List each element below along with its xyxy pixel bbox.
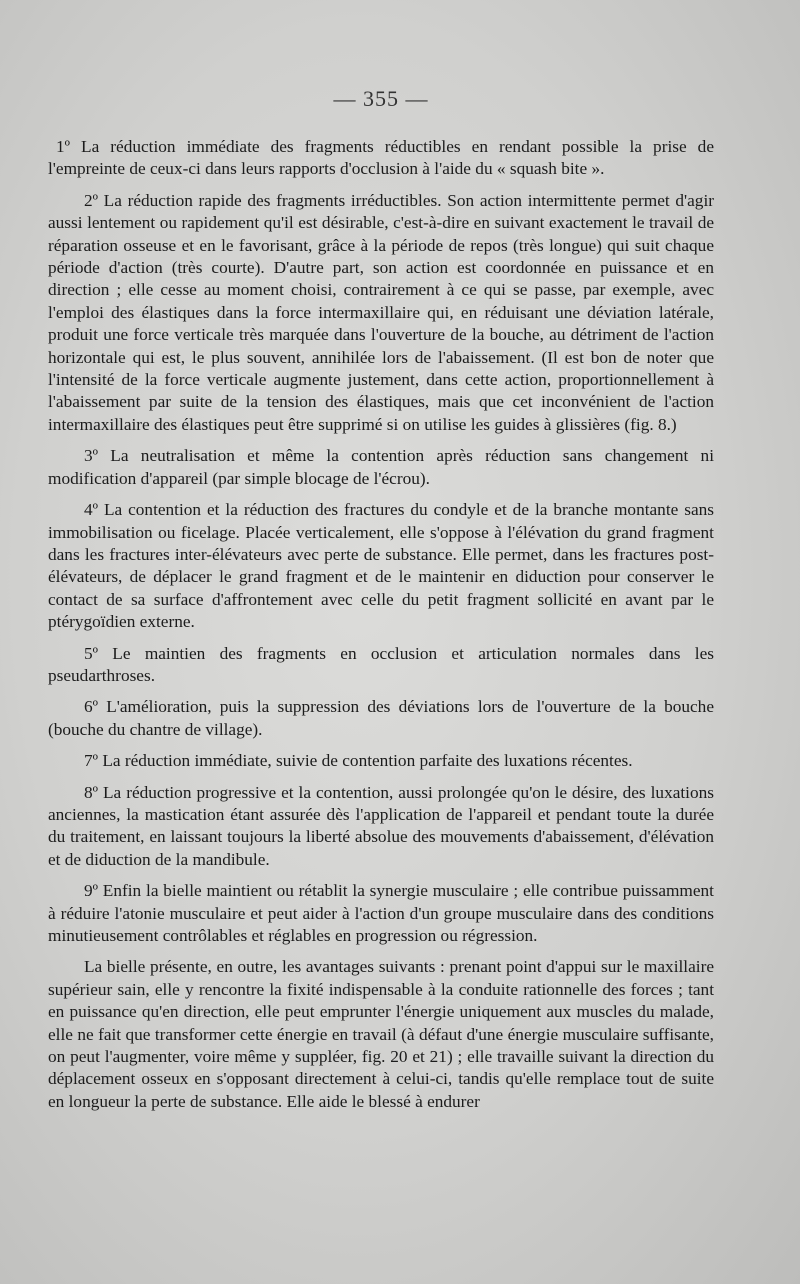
paragraph-2: 2º La réduction rapide des fragments irréductibles. Son action intermittente permet d'agir aussi lentement ou rapidement qu'il est désirable, c'est-à-dire en suivant exactement le travail de réparation osseuse et en le favorisant, grâce à la période de repos (très longue) qui suit chaque période d'action (très courte). D'autre part, son action est coordonnée en puissance et en direction ; elle cesse au moment choisi, contrairement à ce qui se passe, par exemple, avec l'emploi des élastiques dans la force intermaxillaire qui, en réduisant une déviation latérale, produit une force verticale très marquée dans l'ouverture de la bouche, au détriment de l'action horizontale qui est, le plus souvent, annihilée lors de l'abaissement. (Il est bon de noter que l'intensité de la force verticale augmente justement, dans cette action, proportionnellement à l'abaissement par suite de la tension des élastiques, mais que cet inconvénient de l'action intermaxillaire des élastiques peut être supprimé si on utilise les guides à glissières (fig. 8.) — [48, 190, 714, 434]
page-number: — 355 — — [333, 86, 429, 111]
paragraph-9: 9º Enfin la bielle maintient ou rétablit la synergie musculaire ; elle contribue puissamment à réduire l'atonie musculaire et peut aider à l'action d'un groupe musculaire dans des conditions minutieusement contrôlables et réglables en progression ou régression. — [48, 881, 714, 945]
paragraph-1: 1º La réduction immédiate des fragments réductibles en rendant possible la prise de l'empreinte de ceux-ci dans leurs rapports d'occlusion à l'aide du « squash bite ». — [48, 137, 714, 179]
paragraph-3: 3º La neutralisation et même la contention après réduction sans changement ni modification d'appareil (par simple blocage de l'écrou). — [48, 446, 714, 488]
paragraph-5: 5º Le maintien des fragments en occlusion et articulation normales dans les pseudarthroses. — [48, 643, 714, 685]
paragraph-7: 7º La réduction immédiate, suivie de contention parfaite des luxations récentes. — [84, 751, 633, 771]
paragraph-8: 8º La réduction progressive et la contention, aussi prolongée qu'on le désire, des luxations anciennes, la mastication étant assurée dès l'application de l'appareil et pendant toute la durée du traitement, en laissant toujours la liberté absolue des mouvements d'abaissement, d'élévation et de diduction de la mandibule. — [48, 782, 714, 869]
paragraph-6: 6º L'amélioration, puis la suppression des déviations lors de l'ouverture de la bouche (bouche du chantre de village). — [48, 697, 714, 739]
paragraph-4: 4º La contention et la réduction des fractures du condyle et de la branche montante sans immobilisation ou ficelage. Placée verticalement, elle s'oppose à l'élévation du grand fragment dans les fractures inter-élévateurs avec perte de substance. Elle permet, dans les fractures post-élévateurs, de déplacer le grand fragment et de le maintenir en diduction pour conserver le contact de sa surface d'affrontement avec celle du petit fragment sollicité en avant par le ptérygoïdien externe. — [48, 500, 714, 632]
paragraph-10: La bielle présente, en outre, les avantages suivants : prenant point d'appui sur le maxillaire supérieur sain, elle y rencontre la fixité indispensable à la conduite rationnelle des forces ; tant en puissance qu'en direction, elle peut emprunter l'énergie uniquement aux muscles du malade, elle ne fait que transformer cette énergie en travail (à défaut d'une énergie musculaire suffisante, on peut l'augmenter, voire même y suppléer, fig. 20 et 21) ; elle travaille suivant la direction du déplacement osseux en s'opposant directement à celui-ci, tandis qu'elle remplace tout de suite en longueur la perte de substance. Elle aide le blessé à endurer — [48, 957, 714, 1111]
